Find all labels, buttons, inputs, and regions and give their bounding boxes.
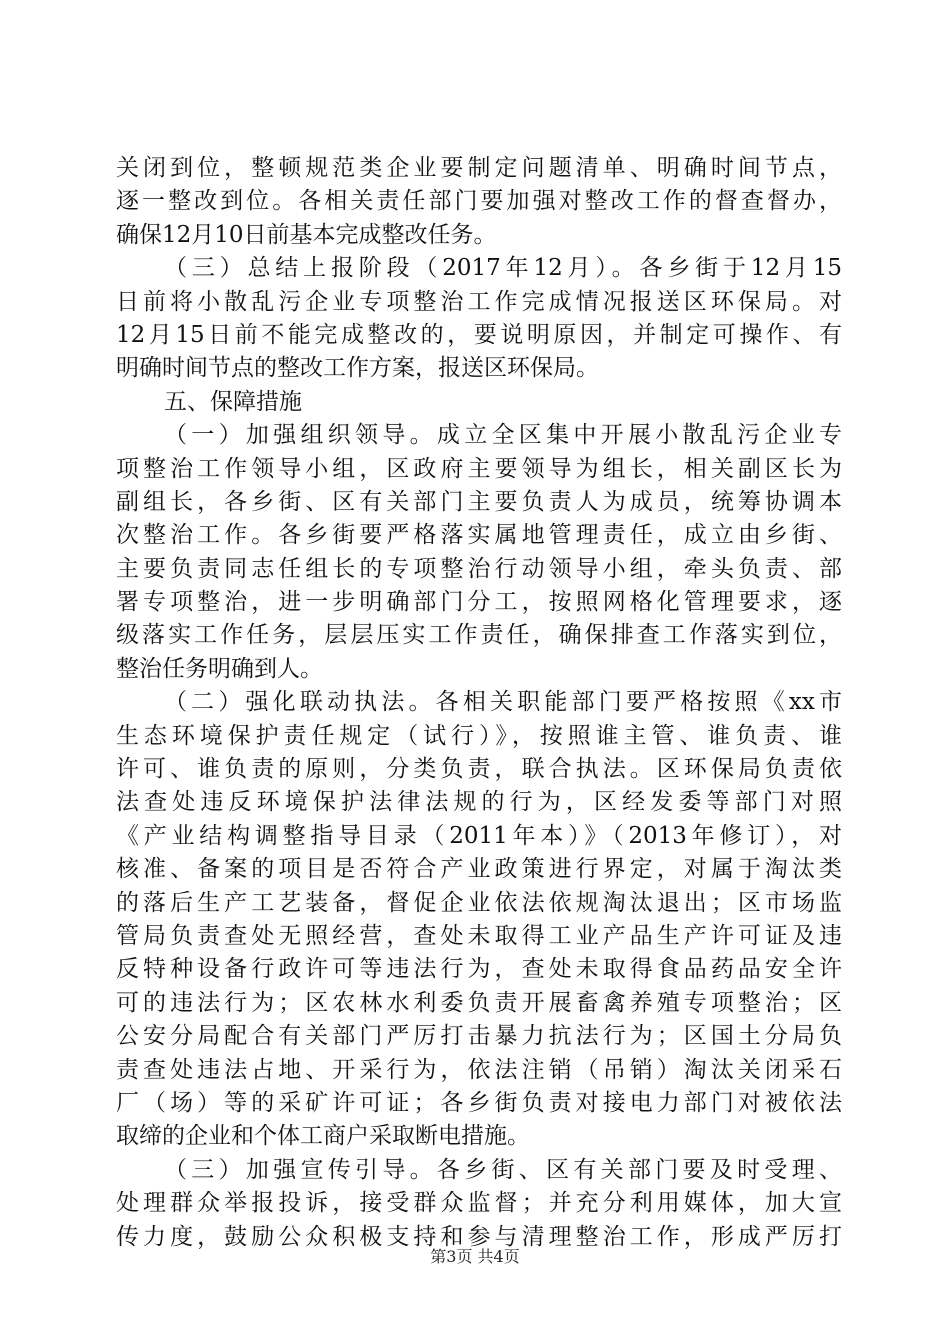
- text-line: 署专项整治，进一步明确部门分工，按照网格化管理要求，逐: [116, 589, 842, 616]
- text-line: 副组长，各乡街、区有关部门主要负责人为成员，统筹协调本: [116, 488, 842, 515]
- text-line: （一）加强组织领导。成立全区集中开展小散乱污企业专: [164, 422, 842, 449]
- text-line: 管局负责查处无照经营，查处未取得工业产品生产许可证及违: [116, 922, 842, 949]
- section-heading: 五、保障措施: [164, 388, 302, 415]
- text-line: 《产业结构调整指导目录（2011年本）》（2013年修订），对: [116, 822, 842, 849]
- text-line: 级落实工作任务，层层压实工作责任，确保排查工作落实到位，: [116, 622, 842, 649]
- text-line: 确保12月10日前基本完成整改任务。: [116, 221, 497, 248]
- text-line: 厂（场）等的采矿许可证；各乡街负责对接电力部门对被依法: [116, 1089, 842, 1116]
- text-line: 可的违法行为；区农林水利委负责开展畜禽养殖专项整治；区: [116, 989, 842, 1016]
- text-line: 处理群众举报投诉，接受群众监督；并充分利用媒体，加大宣: [116, 1190, 842, 1217]
- text-line: 责查处违法占地、开采行为，依法注销（吊销）淘汰关闭采石: [116, 1056, 842, 1083]
- text-line: 次整治工作。各乡街要严格落实属地管理责任，成立由乡街、: [116, 522, 842, 549]
- text-line: 主要负责同志任组长的专项整治行动领导小组，牵头负责、部: [116, 555, 842, 582]
- text-line: 公安分局配合有关部门严厉打击暴力抗法行为；区国土分局负: [116, 1023, 842, 1050]
- text-line: 逐一整改到位。各相关责任部门要加强对整改工作的督查督办，: [116, 188, 842, 215]
- text-line: 核准、备案的项目是否符合产业政策进行界定，对属于淘汰类: [116, 856, 842, 883]
- text-line: 12月15日前不能完成整改的，要说明原因，并制定可操作、有: [116, 321, 842, 348]
- text-line: 生态环境保护责任规定（试行）》，按照谁主管、谁负责、谁: [116, 722, 842, 749]
- document-body: [116, 152, 842, 1254]
- text-line: （三）总结上报阶段（2017年12月）。各乡街于12月15: [164, 255, 842, 282]
- text-line: 取缔的企业和个体工商户采取断电措施。: [116, 1123, 530, 1150]
- text-line: 明确时间节点的整改工作方案，报送区环保局。: [116, 355, 599, 382]
- text-line: （二）强化联动执法。各相关职能部门要严格按照《xx市: [164, 689, 842, 716]
- text-line: 整治任务明确到人。: [116, 655, 323, 682]
- page-number-footer: 第3页 共4页: [430, 1247, 520, 1266]
- text-line: 关闭到位，整顿规范类企业要制定问题清单、明确时间节点，: [116, 155, 842, 181]
- text-line: 日前将小散乱污企业专项整治工作完成情况报送区环保局。对: [116, 288, 842, 315]
- text-line: 法查处违反环境保护法律法规的行为，区经发委等部门对照: [116, 789, 842, 816]
- text-line: （三）加强宣传引导。各乡街、区有关部门要及时受理、: [164, 1156, 842, 1183]
- text-line: 的落后生产工艺装备，督促企业依法依规淘汰退出；区市场监: [116, 889, 842, 916]
- text-line: 许可、谁负责的原则，分类负责，联合执法。区环保局负责依: [116, 756, 842, 783]
- text-line: 反特种设备行政许可等违法行为，查处未取得食品药品安全许: [116, 956, 842, 983]
- text-line: 传力度，鼓励公众积极支持和参与清理整治工作，形成严厉打: [116, 1223, 842, 1250]
- text-line: 项整治工作领导小组，区政府主要领导为组长，相关副区长为: [116, 455, 842, 482]
